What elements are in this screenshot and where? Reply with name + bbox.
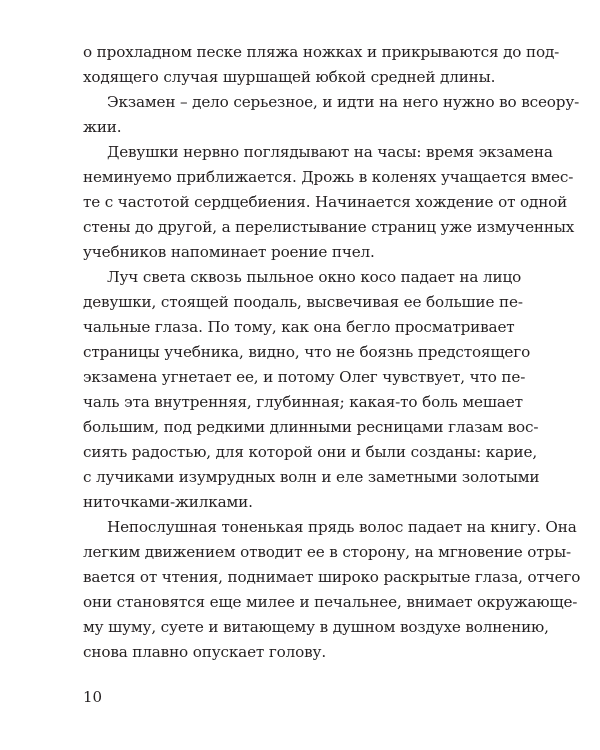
text-line: легким движением отводит ее в сторону, на мгновение отры- — [83, 543, 572, 561]
text-line: Экзамен – дело серьезное, и идти на него нужно во всеору- — [107, 93, 580, 111]
text-line: му шуму, суете и витающему в душном воздухе волнению, — [83, 618, 549, 636]
text-line: ходящего случая шуршащей юбкой средней длины. — [83, 68, 496, 86]
text-line: девушки, стоящей поодаль, высвечивая ее большие пе- — [83, 293, 523, 311]
text-line: чаль эта внутренняя, глубинная; какая-то боль мешает — [83, 393, 523, 411]
text-line: ниточками-жилками. — [83, 493, 253, 511]
text-line: Непослушная тоненькая прядь волос падает на книгу. Она — [107, 518, 577, 536]
text-line: неминуемо приближается. Дрожь в коленях учащается вмес- — [83, 168, 574, 186]
text-line: экзамена угнетает ее, и потому Олег чувствует, что пе- — [83, 368, 526, 386]
text-line: Девушки нервно поглядывают на часы: время экзамена — [107, 143, 553, 161]
page-number: 10 — [83, 688, 103, 706]
text-line: жии. — [83, 118, 122, 136]
text-line: о прохладном песке пляжа ножках и прикрываются до под- — [83, 43, 560, 61]
text-line: Луч света сквозь пыльное окно косо падает на лицо — [107, 268, 522, 286]
text-line: большим, под редкими длинными ресницами глазам вос- — [83, 418, 539, 436]
text-line: страницы учебника, видно, что не боязнь предстоящего — [83, 343, 531, 361]
text-line: вается от чтения, поднимает широко раскрытые глаза, отчего — [83, 568, 581, 586]
text-line: снова плавно опускает голову. — [83, 643, 327, 661]
text-line: с лучиками изумрудных волн и еле заметными золотыми — [83, 468, 540, 486]
text-line: стены до другой, а перелистывание страниц уже измученных — [83, 218, 575, 236]
text-line: учебников напоминает роение пчел. — [83, 243, 375, 261]
text-line: те с частотой сердцебиения. Начинается хождение от одной — [83, 193, 568, 211]
text-line: они становятся еще милее и печальнее, внимает окружающе- — [83, 593, 578, 611]
text-line: чальные глаза. По тому, как она бегло просматривает — [83, 318, 515, 336]
text-line: сиять радостью, для которой они и были созданы: карие, — [83, 443, 538, 461]
